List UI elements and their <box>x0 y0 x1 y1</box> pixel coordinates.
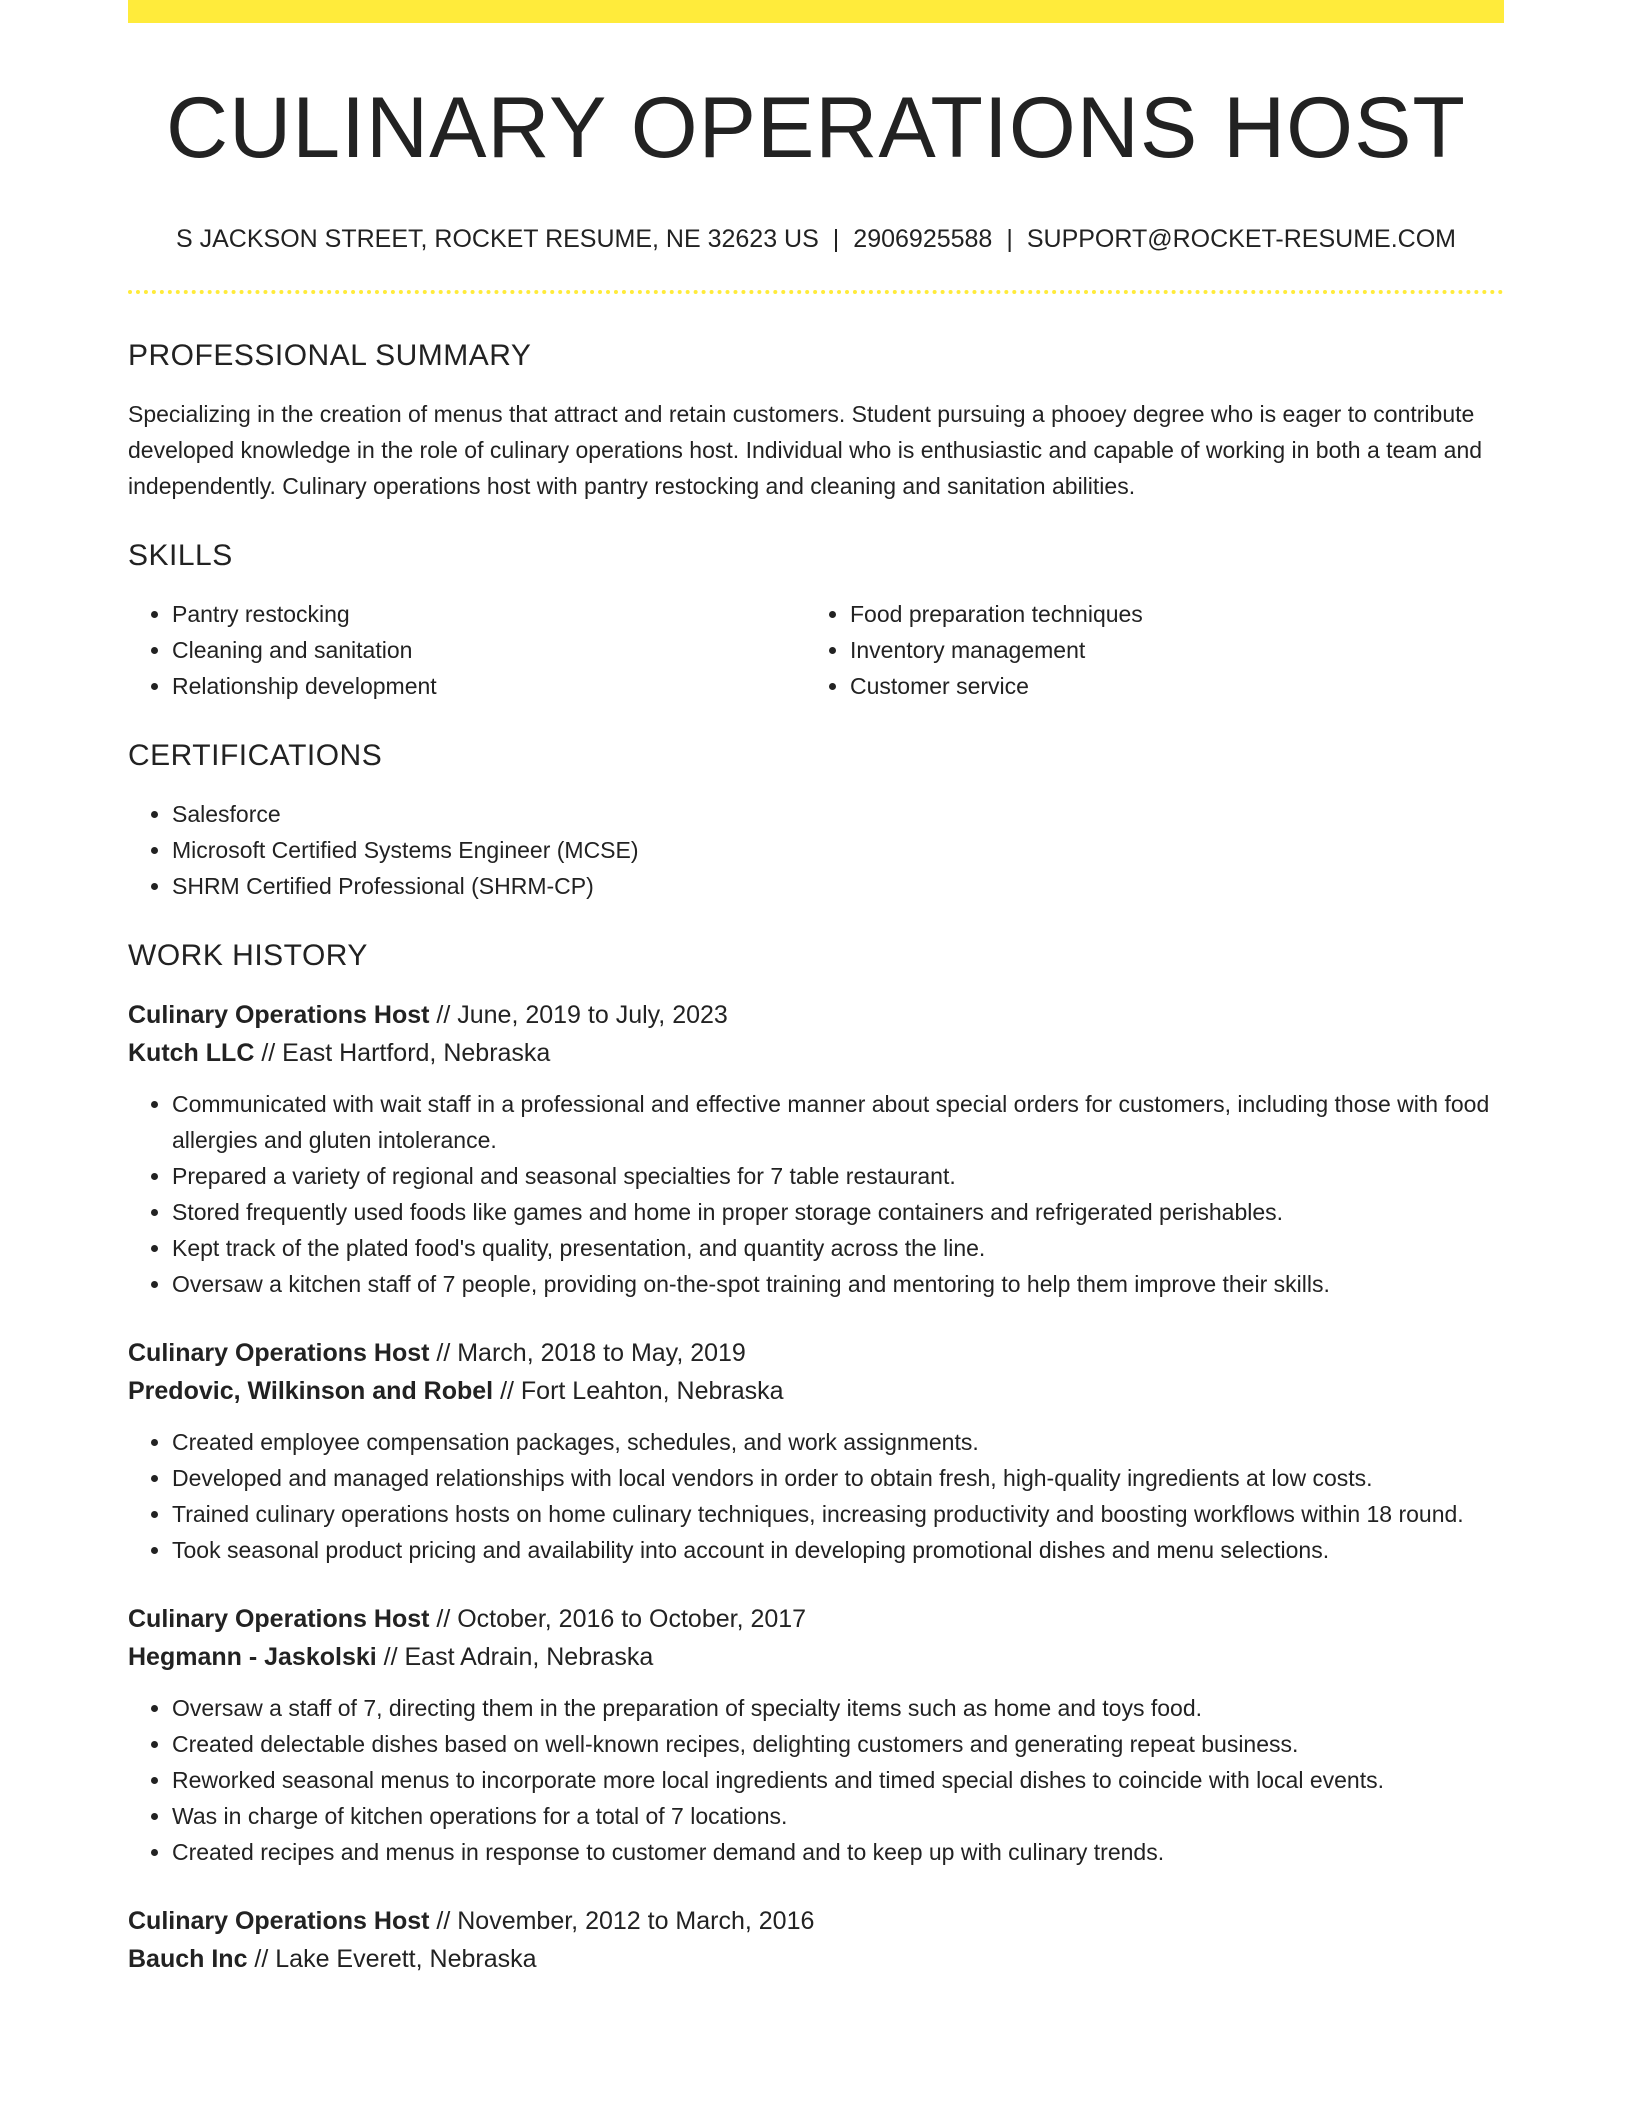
contact-separator: | <box>832 224 840 253</box>
job-company-line <box>128 1940 1504 1978</box>
job-bullet: • Created delectable dishes based on well-known recipes, delighting customers and generating repeat business. <box>172 1726 1504 1762</box>
job-location: // Fort Leahton, Nebraska <box>493 1376 784 1405</box>
certifications-list <box>128 796 1504 904</box>
job-company: Bauch Inc <box>128 1944 248 1973</box>
job-company: Hegmann - Jaskolski <box>128 1642 377 1671</box>
job-title: Culinary Operations Host <box>128 1338 430 1367</box>
job-entry <box>128 1334 1504 1568</box>
accent-top-bar <box>128 0 1504 23</box>
job-title: Culinary Operations Host <box>128 1906 430 1935</box>
job-bullet: • Trained culinary operations hosts on home culinary techniques, increasing productivity and boosting workflows within 18 round. <box>172 1496 1504 1532</box>
job-entry <box>128 1600 1504 1870</box>
job-dates: // March, 2018 to May, 2019 <box>429 1338 746 1367</box>
job-bullet: • Created recipes and menus in response to customer demand and to keep up with culinary trends. <box>172 1834 1504 1870</box>
job-title-line <box>128 1902 1504 1940</box>
contact-separator: | <box>1006 224 1013 253</box>
job-company: Predovic, Wilkinson and Robel <box>128 1376 494 1405</box>
job-bullet: • Kept track of the plated food's quality, presentation, and quantity across the line. <box>172 1230 1504 1266</box>
job-dates: // October, 2016 to October, 2017 <box>429 1604 807 1633</box>
job-bullets <box>128 1690 1504 1870</box>
skill-item: • Food preparation techniques <box>850 596 1484 632</box>
job-bullets <box>128 1086 1504 1302</box>
job-bullet: • Reworked seasonal menus to incorporate more local ingredients and timed special dishes to coincide with local events. <box>172 1762 1504 1798</box>
skills-heading: SKILLS <box>128 538 233 572</box>
dotted-divider <box>128 290 1504 294</box>
job-dates: // November, 2012 to March, 2016 <box>429 1906 815 1935</box>
contact-address: S JACKSON STREET, ROCKET RESUME, NE 32623 US <box>176 224 819 253</box>
job-bullet: • Communicated with wait staff in a professional and effective manner about special orders for customers, including those with food allergies and gluten intolerance. <box>172 1086 1504 1158</box>
skills-list-right <box>806 596 1484 704</box>
job-title-line <box>128 996 1504 1034</box>
job-bullet: • Created employee compensation packages, schedules, and work assignments. <box>172 1424 1504 1460</box>
skill-item: • Customer service <box>850 668 1484 704</box>
skill-item: • Inventory management <box>850 632 1484 668</box>
skills-list-left <box>128 596 806 704</box>
summary-heading: PROFESSIONAL SUMMARY <box>128 338 532 372</box>
job-company-line <box>128 1372 1504 1410</box>
job-bullet: • Took seasonal product pricing and availability into account in developing promotional dishes and menu selections. <box>172 1532 1504 1568</box>
skill-item: • Cleaning and sanitation <box>172 632 806 668</box>
job-location: // East Adrain, Nebraska <box>376 1642 654 1671</box>
job-entry <box>128 1902 1504 1978</box>
job-bullet: • Oversaw a kitchen staff of 7 people, providing on-the-spot training and mentoring to help them improve their skills. <box>172 1266 1504 1302</box>
job-company: Kutch LLC <box>128 1038 255 1067</box>
skill-item: • Pantry restocking <box>172 596 806 632</box>
certifications-heading: CERTIFICATIONS <box>128 738 383 772</box>
job-company-line <box>128 1034 1504 1072</box>
job-bullet: • Oversaw a staff of 7, directing them in the preparation of specialty items such as home and toys food. <box>172 1690 1504 1726</box>
job-title-line <box>128 1600 1504 1638</box>
job-bullets <box>128 1424 1504 1568</box>
contact-phone: 2906925588 <box>853 224 993 253</box>
job-title: Culinary Operations Host <box>128 1604 430 1633</box>
resume-name: CULINARY OPERATIONS HOST <box>166 80 1466 176</box>
certification-item: • Microsoft Certified Systems Engineer (MCSE) <box>172 832 1504 868</box>
certification-item: • Salesforce <box>172 796 1504 832</box>
job-title: Culinary Operations Host <box>128 1000 430 1029</box>
job-bullet: • Was in charge of kitchen operations for a total of 7 locations. <box>172 1798 1504 1834</box>
contact-line <box>128 224 1504 254</box>
contact-email: SUPPORT@ROCKET-RESUME.COM <box>1026 224 1456 253</box>
work-history-heading: WORK HISTORY <box>128 938 368 972</box>
job-entry <box>128 996 1504 1302</box>
job-location: // East Hartford, Nebraska <box>254 1038 551 1067</box>
certification-item: • SHRM Certified Professional (SHRM-CP) <box>172 868 1504 904</box>
job-bullet: • Stored frequently used foods like games and home in proper storage containers and refrigerated perishables. <box>172 1194 1504 1230</box>
job-company-line <box>128 1638 1504 1676</box>
job-location: // Lake Everett, Nebraska <box>247 1944 537 1973</box>
skills-grid <box>128 596 1504 704</box>
job-title-line <box>128 1334 1504 1372</box>
skill-item: • Relationship development <box>172 668 806 704</box>
resume-page <box>128 0 1504 1978</box>
job-bullet: • Developed and managed relationships with local vendors in order to obtain fresh, high-quality ingredients at low costs. <box>172 1460 1504 1496</box>
summary-text: Specializing in the creation of menus that attract and retain customers. Student pursuing a phooey degree who is eager to contribute developed knowledge in the role of culinary operations host. Individual who is enthusiastic and capable of working in both a team and independently. Culinary operations host with pantry restocking and cleaning and sanitation abilities. <box>128 400 1483 499</box>
job-bullet: • Prepared a variety of regional and seasonal specialties for 7 table restaurant. <box>172 1158 1504 1194</box>
job-dates: // June, 2019 to July, 2023 <box>429 1000 728 1029</box>
